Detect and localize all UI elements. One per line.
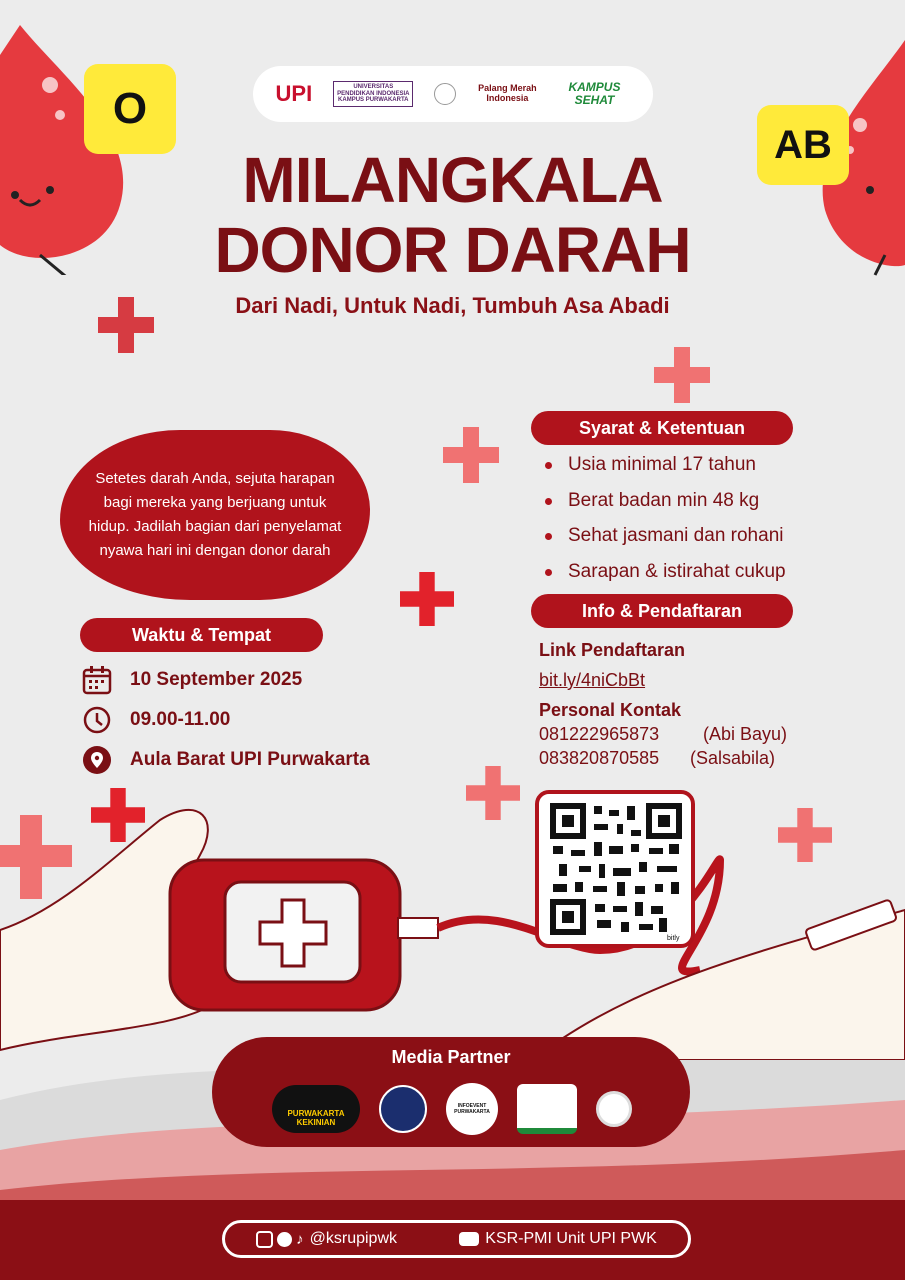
media-partner-logos (272, 1081, 632, 1137)
cross-decoration (654, 347, 710, 403)
partner-logo-purwakarta-kekinian: PURWAKARTA KEKINIAN (272, 1085, 360, 1133)
footer (0, 1200, 905, 1280)
requirements-heading: Syarat & Ketentuan (531, 411, 793, 445)
contact-label: Personal Kontak (539, 700, 682, 720)
main-title-line1: MILANGKALA (242, 144, 663, 216)
qr-caption: bitly (667, 935, 680, 942)
event-time (82, 705, 230, 735)
organizer-logos (253, 66, 653, 122)
event-place (82, 745, 370, 775)
calendar-icon (82, 665, 112, 695)
intro-text: Setetes darah Anda, sejuta harapan bagi mereka yang berjuang untuk hidup. Jadilah bagian dari penyelamat nyawa hari ini dengan donor darah (88, 470, 342, 559)
requirement-item: Berat badan min 48 kg (545, 490, 759, 512)
requirement-item: Sarapan & istirahat cukup (545, 561, 786, 583)
youtube-icon (459, 1232, 479, 1246)
event-place-text: Aula Barat UPI Purwakarta (130, 749, 370, 770)
contact-phone-1[interactable]: 081222965873 (539, 724, 660, 744)
contact-name-1: (Abi Bayu) (703, 724, 788, 744)
media-partner-heading: Media Partner (391, 1047, 511, 1067)
partner-logo-4 (517, 1084, 577, 1134)
cross-decoration (443, 427, 499, 483)
partner-logo-5 (596, 1091, 632, 1127)
social-handle[interactable] (256, 1230, 397, 1248)
registration-link[interactable]: bit.ly/4niCbBt (539, 670, 646, 690)
main-title-line2: DONOR DARAH (214, 214, 691, 286)
upi-purwakarta-logo: UNIVERSITAS PENDIDIKAN INDONESIA KAMPUS PURWAKARTA (333, 81, 413, 107)
kampus-sehat-logo: KAMPUS SEHAT (568, 79, 621, 107)
media-partner-panel (212, 1037, 690, 1147)
facebook-icon (277, 1232, 292, 1247)
registration-link-label: Link Pendaftaran (539, 640, 686, 660)
partner-logo-2 (379, 1085, 427, 1133)
social-links (222, 1220, 691, 1258)
tiktok-icon: ♪ (296, 1230, 304, 1248)
blood-type-badge-ab: AB (757, 105, 849, 185)
blood-donation-illustration (0, 800, 905, 1060)
seal-logo (434, 83, 456, 105)
registration-qr-code[interactable] (535, 790, 695, 948)
upi-logo: UPI (275, 80, 313, 106)
contact-phone-2[interactable]: 083820870585 (539, 748, 660, 768)
social-handle-text: @ksrupipwk (309, 1230, 397, 1247)
clock-icon (82, 705, 112, 735)
pmi-logo: Palang Merah Indonesia (478, 83, 537, 103)
blood-type-badge-o: O (84, 64, 176, 154)
event-date (82, 665, 302, 695)
instagram-icon (256, 1231, 273, 1248)
contact-name-2: (Salsabila) (690, 748, 776, 768)
cross-decoration (400, 572, 454, 626)
tagline: Dari Nadi, Untuk Nadi, Tumbuh Asa Abadi (235, 293, 670, 318)
qr-code-image (539, 794, 691, 944)
event-date-text: 10 September 2025 (130, 669, 303, 690)
event-time-text: 09.00-11.00 (130, 709, 231, 730)
registration-heading: Info & Pendaftaran (531, 594, 793, 628)
partner-logo-infoevent: INFOEVENT PURWAKARTA (446, 1083, 498, 1135)
requirement-item: Usia minimal 17 tahun (545, 454, 756, 476)
requirement-item: Sehat jasmani dan rohani (545, 525, 783, 547)
location-pin-icon (82, 745, 112, 775)
youtube-channel-text: KSR-PMI Unit UPI PWK (485, 1230, 657, 1247)
schedule-heading: Waktu & Tempat (80, 618, 323, 652)
youtube-link[interactable] (459, 1230, 657, 1248)
intro-message (60, 430, 370, 600)
